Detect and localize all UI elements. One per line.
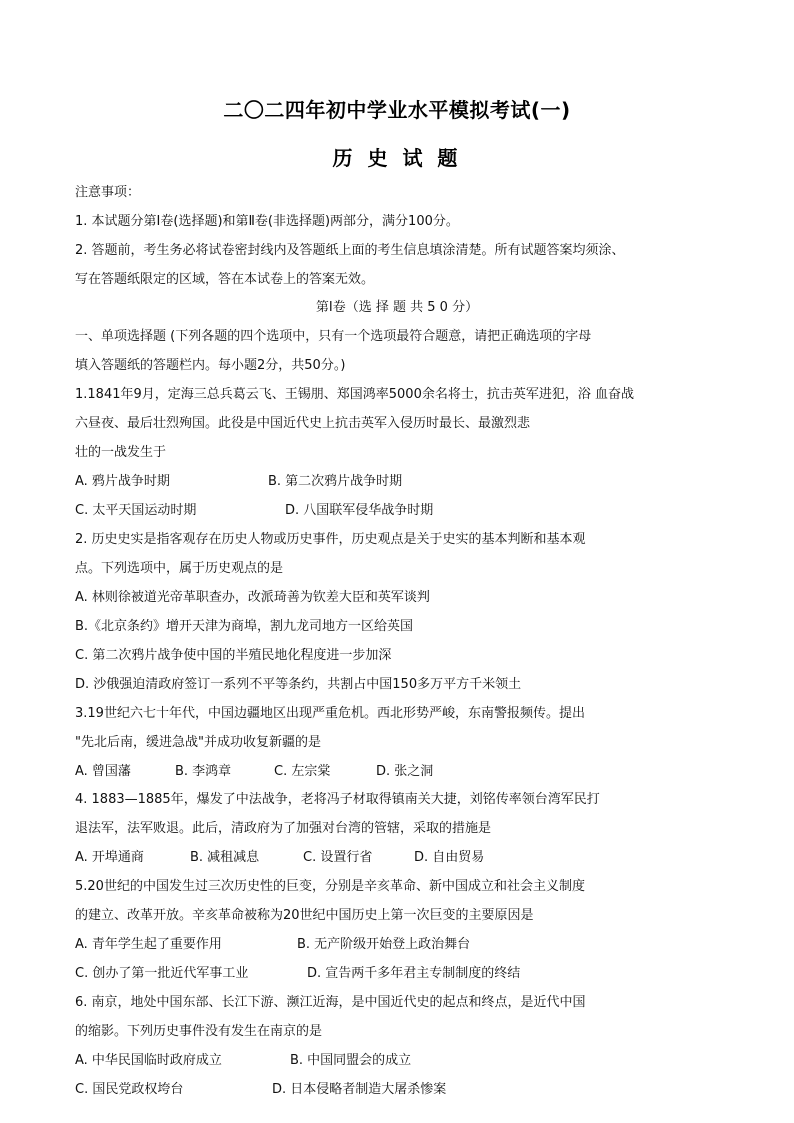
q3-option-c: C. 左宗棠 bbox=[274, 764, 331, 779]
question-5-stem-cont: 的建立、改革开放。辛亥革命被称为20世纪中国历史上第一次巨变的主要原因是 bbox=[75, 908, 534, 923]
q3-option-b: B. 李鸿章 bbox=[175, 764, 232, 779]
question-6-stem: 6. 南京，地处中国东部、长江下游、濒江近海，是中国近代史的起点和终点，是近代中国 bbox=[75, 995, 586, 1010]
q1-option-c: C. 太平天国运动时期 bbox=[75, 503, 197, 518]
question-6-stem-cont: 的缩影。下列历史事件没有发生在南京的是 bbox=[75, 1024, 323, 1039]
question-2-stem-cont: 点。下列选项中，属于历史观点的是 bbox=[75, 561, 284, 576]
question-4-stem-cont: 退法军，法军败退。此后，清政府为了加强对台湾的管辖，采取的措施是 bbox=[75, 821, 492, 836]
question-1-stem-end: 壮的一战发生于 bbox=[75, 445, 167, 460]
exam-title: 二〇二四年初中学业水平模拟考试(一) bbox=[223, 98, 571, 122]
section-instructions: 一、单项选择题 (下列各题的四个选项中，只有一个选项最符合题意，请把正确选项的字母 bbox=[75, 329, 592, 344]
question-1-stem: 1.1841年9月，定海三总兵葛云飞、王锡朋、郑国鸿率5000余名将士，抗击英军进犯，浴 血奋战 bbox=[75, 387, 634, 402]
notice-item-1: 1. 本试题分第Ⅰ卷(选择题)和第Ⅱ卷(非选择题)两部分，满分100分。 bbox=[75, 214, 459, 229]
q3-option-d: D. 张之洞 bbox=[376, 764, 434, 779]
q5-option-c: C. 创办了第一批近代军事工业 bbox=[75, 966, 249, 981]
q1-option-a: A. 鸦片战争时期 bbox=[75, 474, 170, 489]
question-3-stem: 3.19世纪六七十年代，中国边疆地区出现严重危机。西北形势严峻，东南警报频传。提出 bbox=[75, 706, 585, 721]
question-1-stem-cont: 六昼夜、最后壮烈殉国。此役是中国近代史上抗击英军入侵历时最长、最激烈悲 bbox=[75, 416, 531, 431]
q4-option-b: B. 减租减息 bbox=[190, 850, 260, 865]
notice-item-2-cont: 写在答题纸限定的区域，答在本试卷上的答案无效。 bbox=[75, 272, 375, 287]
q4-option-c: C. 设置行省 bbox=[303, 850, 373, 865]
question-5-stem: 5.20世纪的中国发生过三次历史性的巨变，分别是辛亥革命、新中国成立和社会主义制度 bbox=[75, 879, 585, 894]
q2-option-d: D. 沙俄强迫清政府签订一系列不平等条约，共割占中国150多万平方千米领土 bbox=[75, 677, 522, 692]
q4-option-d: D. 自由贸易 bbox=[414, 850, 485, 865]
q1-option-b: B. 第二次鸦片战争时期 bbox=[268, 474, 403, 489]
q5-option-a: A. 青年学生起了重要作用 bbox=[75, 937, 222, 952]
q4-option-a: A. 开埠通商 bbox=[75, 850, 144, 865]
section-title: 第Ⅰ卷（选 择 题 共 5 0 分） bbox=[315, 300, 479, 315]
q6-option-d: D. 日本侵略者制造大屠杀惨案 bbox=[272, 1082, 447, 1097]
q6-option-c: C. 国民党政权垮台 bbox=[75, 1082, 184, 1097]
q2-option-b: B.《北京条约》增开天津为商埠，割九龙司地方一区给英国 bbox=[75, 619, 414, 634]
question-4-stem: 4. 1883—1885年，爆发了中法战争，老将冯子材取得镇南关大捷，刘铭传率领台湾军民打 bbox=[75, 792, 600, 807]
subject-title: 历 史 试 题 bbox=[332, 146, 462, 170]
q3-option-a: A. 曾国藩 bbox=[75, 764, 131, 779]
q5-option-b: B. 无产阶级开始登上政治舞台 bbox=[297, 937, 471, 952]
notice-item-2: 2. 答题前，考生务必将试卷密封线内及答题纸上面的考生信息填涂清楚。所有试题答案均须涂、 bbox=[75, 243, 625, 258]
q1-option-d: D. 八国联军侵华战争时期 bbox=[285, 503, 434, 518]
q6-option-b: B. 中国同盟会的成立 bbox=[290, 1053, 412, 1068]
q2-option-c: C. 第二次鸦片战争使中国的半殖民地化程度进一步加深 bbox=[75, 648, 392, 663]
q6-option-a: A. 中华民国临时政府成立 bbox=[75, 1053, 222, 1068]
q2-option-a: A. 林则徐被道光帝革职查办，改派琦善为钦差大臣和英军谈判 bbox=[75, 590, 430, 605]
q5-option-d: D. 宣告两千多年君主专制制度的终结 bbox=[307, 966, 521, 981]
section-instructions-cont: 填入答题纸的答题栏内。每小题2分，共50分。) bbox=[75, 358, 346, 373]
question-3-stem-cont: "先北后南，缓进急战"并成功收复新疆的是 bbox=[75, 735, 321, 750]
question-2-stem: 2. 历史史实是指客观存在历史人物或历史事件，历史观点是关于史实的基本判断和基本观 bbox=[75, 532, 586, 547]
notice-heading: 注意事项： bbox=[75, 185, 141, 200]
